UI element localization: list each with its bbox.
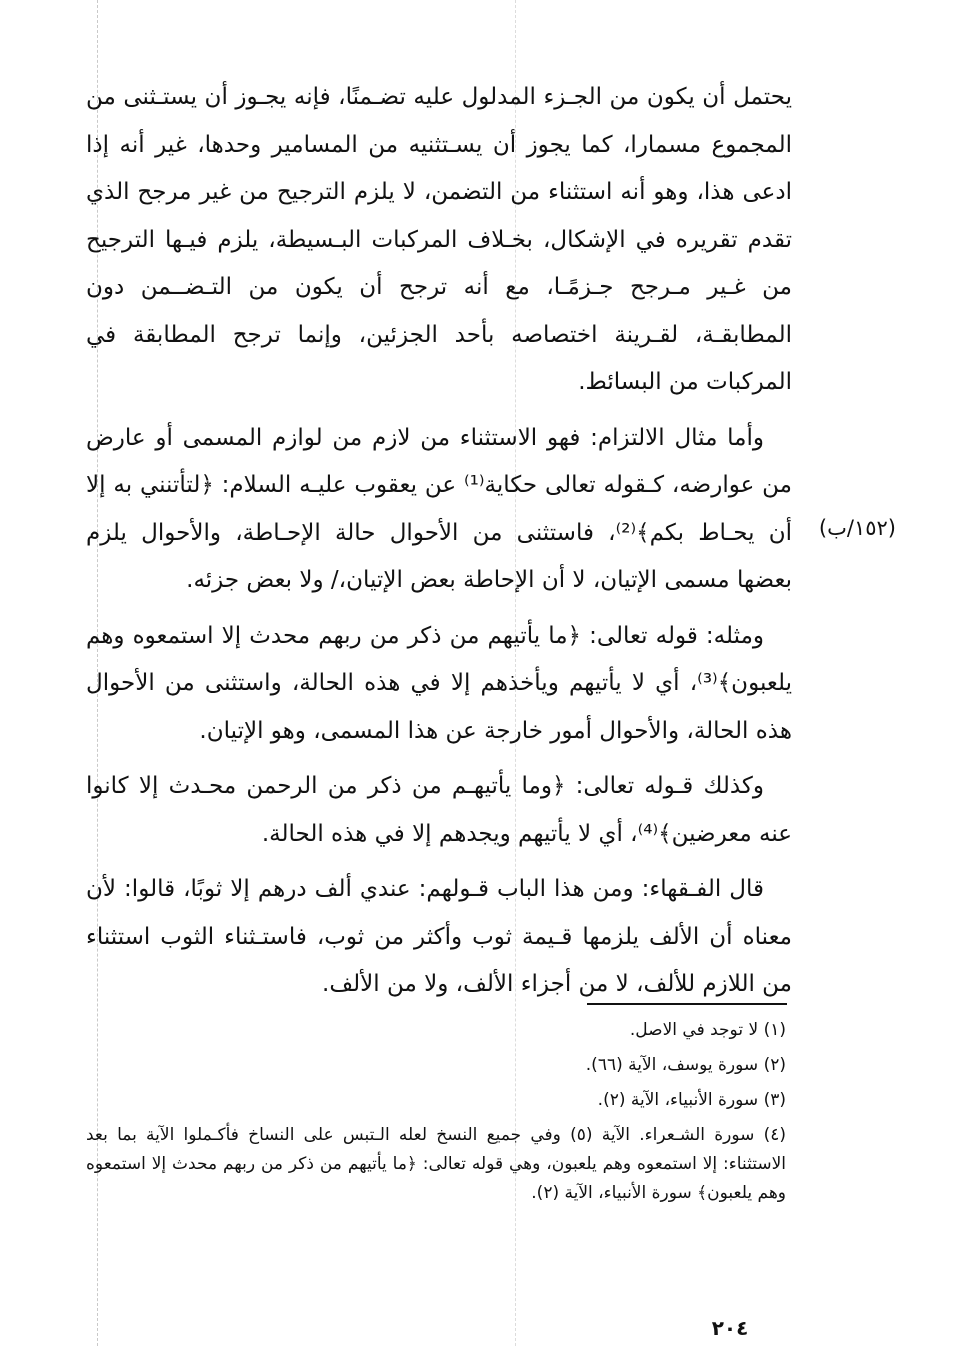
footnote-2: (٢) سورة يوسف، الآية (٦٦).: [585, 1055, 786, 1075]
paragraph-5: قال الفـقهاء: ومن هذا الباب قـولهم: عندي ألف درهم إلا ثوبًا، قالوا: لأن معناه أن الألف يلزمها قـيمة ثوب وأكثر من ثوب، فاستـثناء الثوب استثناء من اللازم للألف، لا من أجزاء الألف، ولا من الألف.: [86, 876, 792, 997]
page-number: ٢٠٤: [711, 1316, 749, 1340]
footnote-4: (٤) سورة الشـعراء. الآية (٥) وفي جميع النسخ لعله الـتبس على النساخ فأكـملوا الآية بما بعد الاستثناء: إلا استمعوه وهم يلعبون، وهي قوله تعالى: ﴿ما يأتيهم من ذكر من ربهم محدث إلا استمعوه وهم يلعبون﴾ سورة الأنبياء، الآية (٢).: [86, 1125, 786, 1203]
footnote-separator: [587, 1003, 787, 1005]
paragraph-2: وأما مثال الالتزام: فهو الاستثناء من لازم من لوازم المسمى أو عارض من عوارضه، كـقوله تعالى حكاية⁽¹⁾ عن يعقوب عليـه السلام: ﴿لتأتنني به إلا أن يحـاط بكم﴾⁽²⁾، فاستثنى من الأحوال حالة الإحـاطة، والأحوال يلزم بعضها مسمى الإتيان، لا أن الإحاطة بعض الإتيان،/ ولا بعض جزئه.: [86, 424, 792, 593]
folio-margin-note: (١٥٢/ب): [818, 516, 896, 540]
footnote-1: (١) لا توجد في الاصل.: [629, 1020, 786, 1040]
main-text: [86, 74, 792, 1017]
footnotes: [86, 1016, 786, 1214]
paragraph-3: ومثله: قوله تعالى: ﴿ما يأتيهم من ذكر من ربهم محدث إلا استمعوه وهم يلعبون﴾⁽³⁾، أي لا يأتيهم ويأخذهم إلا في هذه الحالة، واستثنى من الأحوال هذه الحالة، والأحوال أمور خارجة عن هذا المسمى، وهو الإتيان.: [86, 622, 792, 744]
footnote-3: (٣) سورة الأنبياء، الآية (٢).: [597, 1090, 786, 1110]
paragraph-1: يحتمل أن يكون من الجـزء المدلول عليه تضـمنًا، فإنه يجـوز أن يستـثنى من المجموع مسمارا، كما يجوز أن يسـتثنيه من المسامير وحدها، غير أنه إذا ادعى هذا، وهو أنه استثناء من التضمن، لا يلزم الترجيح من غير مرجح الذي تقدم تقريره في الإشكال، بخـلاف المركبات البـسيطة، يلزم فيـها الترجيح من غـير مـرجح جـزمًـا، مع أنه ترجح أن يكون من التـضــمن دون المطابقـة، لقـرينة اختصاصه بأحد الجزئين، وإنما ترجح المطابقة في المركبات من البسائط.: [86, 84, 792, 395]
paragraph-4: وكذلك قـوله تعالى: ﴿وما يأتيهـم من ذكر من الرحمن محـدث إلا كانوا عنه معرضين﴾⁽⁴⁾، أي لا يأتيهم ويجدهم إلا في هذه الحالة.: [86, 773, 792, 847]
